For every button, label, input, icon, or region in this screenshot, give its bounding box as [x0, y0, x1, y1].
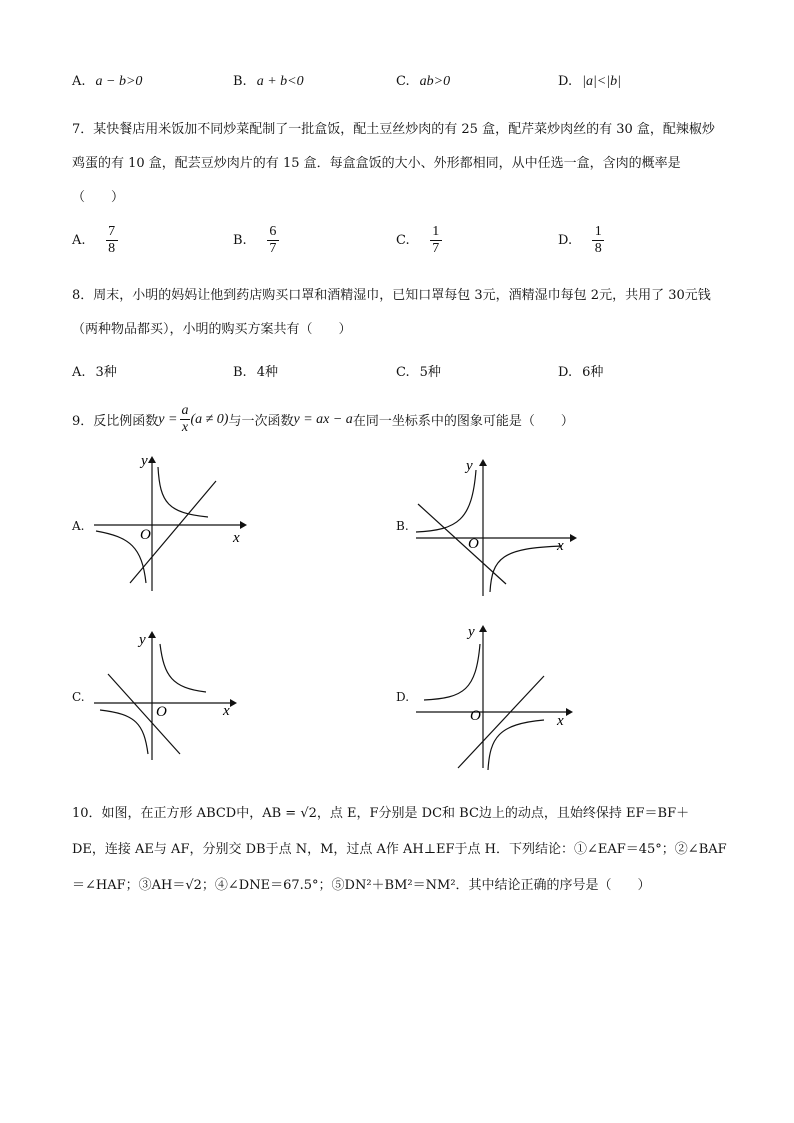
y-axis-label: y: [141, 453, 148, 469]
q9-stem: [72, 403, 574, 436]
graph-a[interactable]: [90, 455, 250, 595]
option-label: D.: [558, 233, 573, 248]
origin-label: O: [156, 704, 167, 720]
q9-func2: y = ax − a: [293, 411, 353, 427]
q10-stem: [72, 796, 732, 904]
option-value: 3种: [95, 365, 117, 380]
graph-c[interactable]: [90, 628, 250, 768]
fraction: $\frac{1}{8}$: [592, 224, 604, 257]
x-axis-label: x: [223, 703, 230, 719]
y-axis-label: y: [466, 458, 473, 474]
q7-option-b[interactable]: [233, 224, 279, 257]
option-label: C.: [396, 74, 410, 89]
option-label: B.: [233, 365, 247, 380]
q9-suffix: 在同一坐标系中的图象可能是（ ）: [352, 414, 574, 429]
option-label: A.: [72, 74, 86, 89]
graph-d[interactable]: [410, 620, 580, 780]
fraction: $\frac{7}{8}$: [106, 224, 118, 257]
option-label: B.: [233, 74, 247, 89]
q9-func1-lhs: y =: [158, 411, 178, 427]
q7-option-c[interactable]: [396, 224, 442, 257]
q7-stem: 7．某快餐店用米饭加不同炒菜配制了一批盒饭，配土豆丝炒肉的有 25 盒，配芹菜炒肉丝的有 30 盒，配辣椒炒鸡蛋的有 10 盒，配芸豆炒肉片的有 15 盒．每盒盒饭的大小、外形都相同，从中任选一盒，含肉的概率是（ ）: [72, 122, 715, 205]
q7-option-d[interactable]: [558, 224, 604, 257]
q8-option-c[interactable]: [396, 361, 441, 380]
graph-b[interactable]: [410, 458, 580, 598]
q8-stem: 8．周末，小明的妈妈让他到药店购买口罩和酒精湿巾，已知口罩每包 3元，酒精湿巾每包 2元，共用了 30元钱（两种物品都买），小明的购买方案共有（ ）: [72, 288, 711, 337]
option-value: 4种: [256, 365, 278, 380]
q8-option-d[interactable]: [558, 361, 603, 380]
q9-func1-cond: (a ≠ 0): [190, 411, 229, 427]
q10-line1: 10．如图，在正方形 ABCD中，AB = √2，点 E，F分别是 DC和 BC边上的动点，且始终保持 EF＝BF＋: [72, 806, 690, 821]
option-label: A.: [72, 233, 86, 248]
origin-label: O: [468, 536, 479, 552]
origin-label: O: [470, 708, 481, 724]
x-axis-label: x: [557, 713, 564, 729]
q6-option-d[interactable]: [558, 74, 621, 90]
option-label: C.: [396, 365, 410, 380]
option-expr: ab>0: [419, 74, 451, 89]
y-axis-label: y: [139, 632, 146, 648]
fraction: $\frac{1}{7}$: [430, 224, 442, 257]
q9-prefix: 9．反比例函数: [72, 414, 159, 429]
option-expr: a + b<0: [256, 74, 304, 89]
q9-func1-fraction: $\frac{a}{x}$: [181, 403, 189, 435]
fraction: $\frac{6}{7}$: [267, 224, 279, 257]
q6-option-a[interactable]: [72, 74, 142, 90]
graph-b-label[interactable]: B.: [396, 519, 409, 533]
q10-line2: DE，连接 AE与 AF，分别交 DB于点 N，M，过点 A作 AH⊥EF于点 H．下列结论：①∠EAF＝45°；②∠BAF: [72, 842, 727, 857]
x-axis-label: x: [557, 538, 564, 554]
option-expr: a − b>0: [95, 74, 143, 89]
y-axis-label: y: [468, 624, 475, 640]
option-label: D.: [558, 365, 573, 380]
x-axis-label: x: [233, 530, 240, 546]
graph-c-label[interactable]: C.: [72, 690, 85, 704]
graph-d-label[interactable]: D.: [396, 690, 410, 704]
q6-option-c[interactable]: [396, 74, 450, 90]
q9-middle: 与一次函数: [228, 414, 294, 429]
option-value: 5种: [419, 365, 441, 380]
q8-option-b[interactable]: [233, 361, 278, 380]
q6-option-b[interactable]: [233, 74, 304, 90]
option-label: D.: [558, 74, 573, 89]
q10-line3: ＝∠HAF；③AH＝√2；④∠DNE＝67.5°；⑤DN²＋BM²＝NM²．其中结论正确的序号是（ ）: [72, 878, 651, 893]
option-label: B.: [233, 233, 247, 248]
option-label: C.: [396, 233, 410, 248]
option-value: 6种: [582, 365, 604, 380]
option-expr: |a|<|b|: [582, 74, 621, 89]
q8-option-a[interactable]: [72, 361, 117, 380]
q7-option-a[interactable]: [72, 224, 118, 257]
graph-a-label[interactable]: A.: [72, 519, 85, 533]
option-label: A.: [72, 365, 86, 380]
origin-label: O: [140, 527, 151, 543]
